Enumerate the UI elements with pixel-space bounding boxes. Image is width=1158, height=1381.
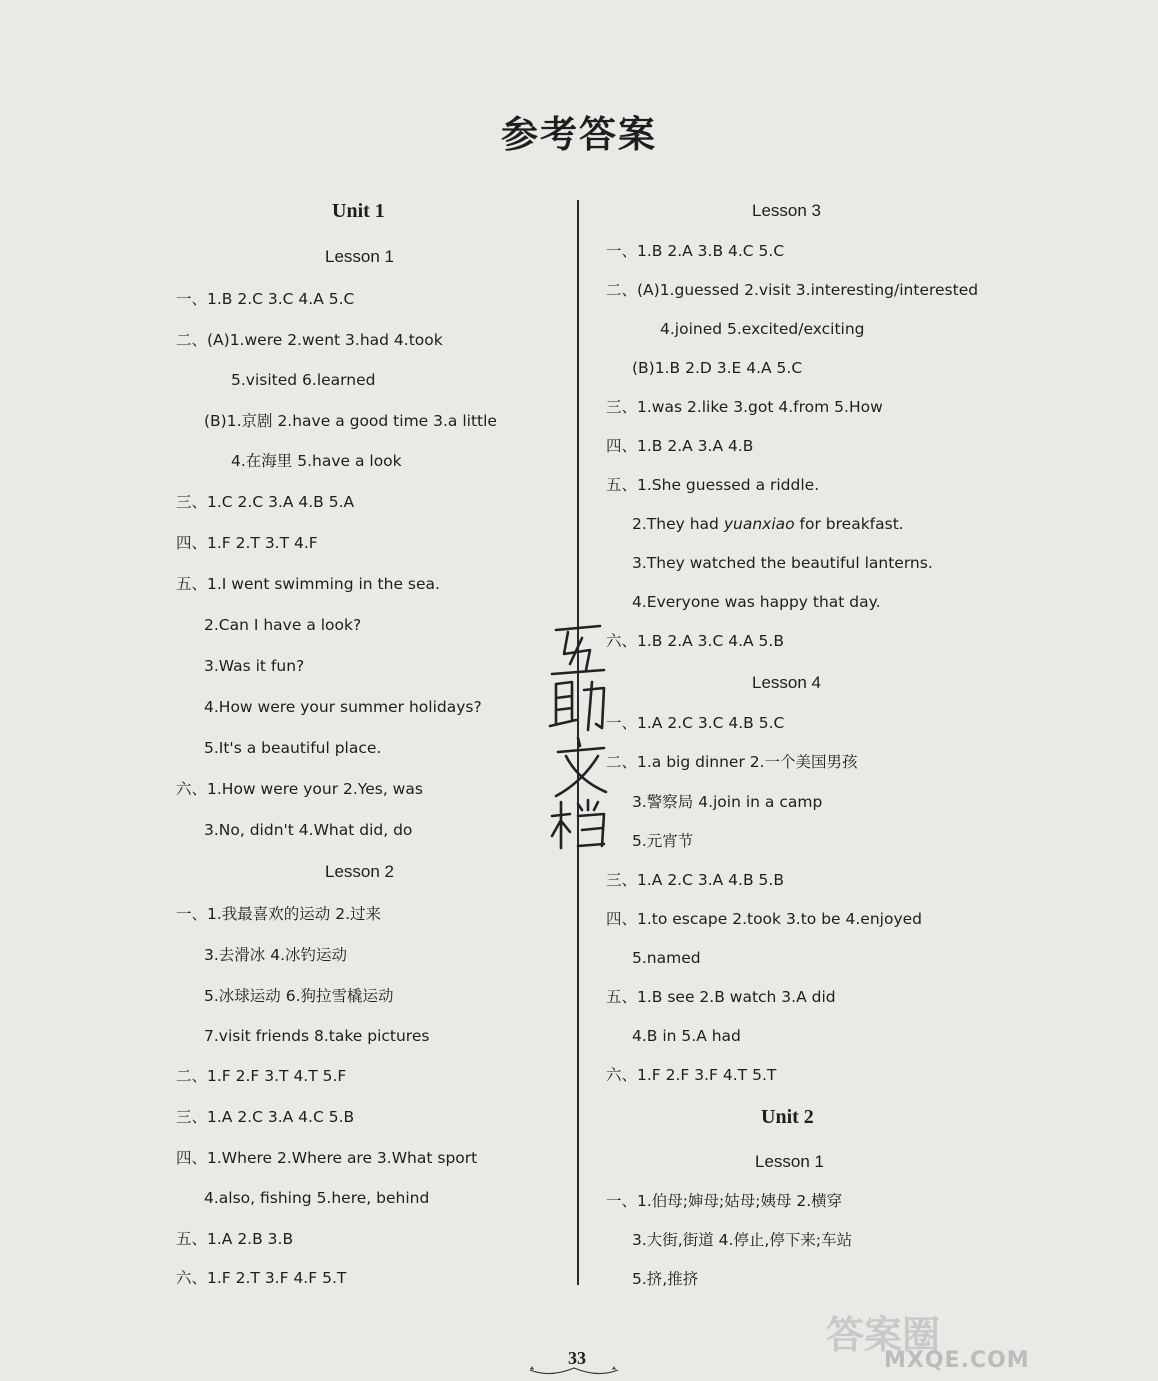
watermark (818, 1302, 1030, 1381)
answer-text: 2.They had (632, 515, 719, 533)
answer-line: 四、1.F 2.T 3.T 4.F (176, 534, 318, 552)
answer-line: 三、1.A 2.C 3.A 4.C 5.B (176, 1108, 355, 1126)
answer-line: 六、1.How were your 2.Yes, was (176, 780, 423, 798)
answer-line: 2.Can I have a look? (204, 616, 362, 634)
answer-line: 4.also, fishing 5.here, behind (204, 1189, 430, 1207)
answer-line: (B)1.B 2.D 3.E 4.A 5.C (632, 359, 803, 377)
answer-line: 五、1.She guessed a riddle. (606, 476, 820, 494)
unit-heading: Unit 2 (761, 1106, 814, 1128)
answer-line: 二、1.a big dinner 2.一个美国男孩 (606, 753, 858, 771)
answer-line: 六、1.F 2.T 3.F 4.F 5.T (176, 1269, 347, 1287)
answer-line: 二、(A)1.were 2.went 3.had 4.took (176, 331, 443, 349)
answer-line: 3.去滑冰 4.冰钓运动 (204, 946, 348, 964)
answer-line: 一、1.B 2.C 3.C 4.A 5.C (176, 290, 355, 308)
answer-line: 六、1.F 2.F 3.F 4.T 5.T (606, 1066, 777, 1084)
answer-line: 四、1.Where 2.Where are 3.What sport (176, 1149, 478, 1167)
page-number: 33 (568, 1348, 586, 1368)
handwritten-annotation (548, 620, 614, 850)
page-title: 参考答案 (501, 113, 657, 156)
lesson-heading: Lesson 4 (752, 673, 821, 692)
answer-line: 五、1.A 2.B 3.B (176, 1230, 294, 1248)
lesson-heading: Lesson 1 (325, 247, 394, 266)
lesson-heading: Lesson 2 (325, 862, 394, 881)
answer-line: 三、1.A 2.C 3.A 4.B 5.B (606, 871, 784, 889)
answer-line: 3.Was it fun? (204, 657, 305, 675)
watermark-logo: 答案圈 (826, 1313, 941, 1357)
answer-line: 3.大街,街道 4.停止,停下来;车站 (632, 1231, 853, 1249)
watermark-url: MXQE.COM (884, 1348, 1030, 1373)
page-ornament-icon (526, 1362, 622, 1376)
lesson-heading: Lesson 3 (752, 201, 821, 220)
lesson-heading: Lesson 1 (755, 1152, 824, 1171)
answer-line: 一、1.B 2.A 3.B 4.C 5.C (606, 242, 785, 260)
answer-line: 5.挤,推挤 (632, 1270, 699, 1288)
answer-line: 4.joined 5.excited/exciting (660, 320, 865, 338)
answer-line: 3.They watched the beautiful lanterns. (632, 554, 933, 572)
answer-line: 5.元宵节 (632, 832, 694, 850)
answer-line: 一、1.伯母;婶母;姑母;姨母 2.横穿 (606, 1192, 843, 1210)
answer-line: 一、1.我最喜欢的运动 2.过来 (176, 905, 382, 923)
answer-text: for breakfast. (799, 515, 904, 533)
answer-line: 四、1.B 2.A 3.A 4.B (606, 437, 754, 455)
answer-line: 三、1.was 2.like 3.got 4.from 5.How (606, 398, 883, 416)
answer-line: 5.visited 6.learned (231, 371, 376, 389)
unit-heading: Unit 1 (332, 200, 385, 222)
answer-line (632, 514, 904, 534)
answer-line: 3.No, didn't 4.What did, do (204, 821, 413, 839)
answer-line: 五、1.I went swimming in the sea. (176, 575, 440, 593)
answer-line: 四、1.to escape 2.took 3.to be 4.enjoyed (606, 910, 923, 928)
answer-italic: yuanxiao (723, 515, 795, 533)
answer-line: 4.在海里 5.have a look (231, 452, 402, 470)
answer-line: 5.It's a beautiful place. (204, 739, 382, 757)
answer-line: 二、1.F 2.F 3.T 4.T 5.F (176, 1067, 347, 1085)
answer-line: 7.visit friends 8.take pictures (204, 1027, 430, 1045)
answer-line: 一、1.A 2.C 3.C 4.B 5.C (606, 714, 785, 732)
answer-line: 4.Everyone was happy that day. (632, 593, 881, 611)
answer-line: 五、1.B see 2.B watch 3.A did (606, 988, 836, 1006)
answer-line: 六、1.B 2.A 3.C 4.A 5.B (606, 632, 784, 650)
answer-line: 三、1.C 2.C 3.A 4.B 5.A (176, 493, 355, 511)
answer-line: (B)1.京剧 2.have a good time 3.a little (204, 412, 497, 430)
answer-line: 二、(A)1.guessed 2.visit 3.interesting/interested (606, 281, 979, 299)
answer-line: 4.How were your summer holidays? (204, 698, 482, 716)
answer-line: 4.B in 5.A had (632, 1027, 741, 1045)
answer-line: 5.named (632, 949, 701, 967)
answer-line: 5.冰球运动 6.狗拉雪橇运动 (204, 987, 394, 1005)
answer-line: 3.警察局 4.join in a camp (632, 793, 823, 811)
